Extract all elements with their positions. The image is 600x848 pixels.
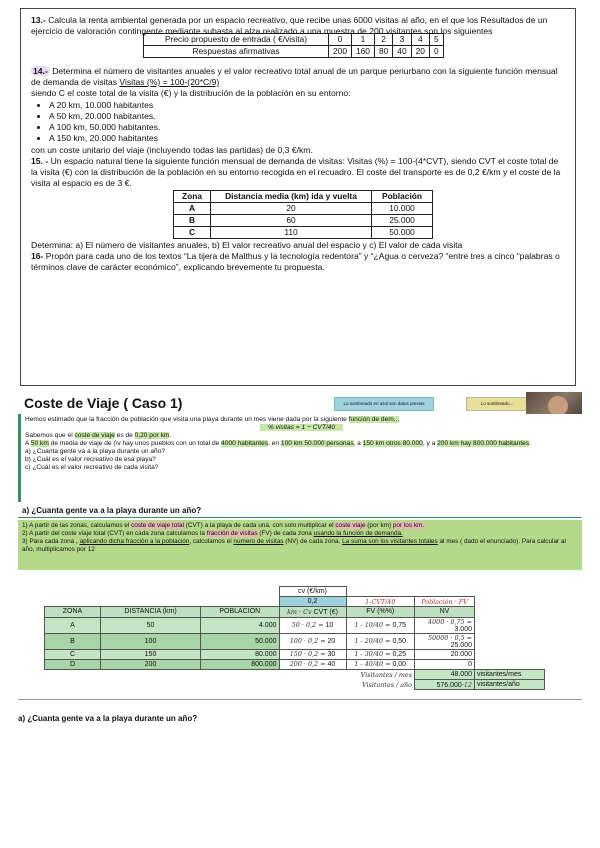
q15-header: Distancia media (km) ida y vuelta <box>211 191 372 203</box>
step-1 <box>22 522 578 530</box>
question-14 <box>31 66 565 88</box>
highlight: 0,20 por km <box>134 432 170 439</box>
cvt-hand: 200 · 0,2 = <box>289 660 326 669</box>
total-month-unit: visitantes/mes <box>475 669 545 679</box>
cost-line <box>25 432 578 440</box>
fv-hand: 1 - 40/40 = <box>354 660 391 669</box>
highlight: 4000 habitantes <box>221 440 269 447</box>
q13-row1-label: Precio propuesto de entrada ( €/visita) <box>144 34 329 46</box>
step-2 <box>22 530 578 538</box>
col-header-zona: ZONA <box>45 607 101 617</box>
list-item: • A 20 km, 10.000 habitantes <box>49 100 565 111</box>
text: al mes ( dado el enunciado). Para calcular al año, multiplicamos por 12 <box>22 538 566 553</box>
text: (por km) <box>365 522 393 529</box>
hand-cvt-prefix: km · Cv <box>287 607 312 616</box>
section-a-heading: a) ¿Cuanta gente va a la playa durante un año? <box>18 504 582 518</box>
highlight: fracción de visitas <box>206 530 258 537</box>
text: , a <box>353 440 363 447</box>
presenter-face-icon <box>548 396 568 416</box>
text: es de <box>114 432 135 439</box>
q15-cell: 20 <box>211 203 372 215</box>
question-a: a) ¿Cuanta gente va a la playa durante un año? <box>25 448 166 455</box>
question-14-line2: siendo C el coste total de la visita (€) y la distribución de la población en su entorno: <box>31 88 351 98</box>
cvt-value: 10 <box>325 622 334 630</box>
legend-tag-blue: Lo sombreado en azul son datos previos <box>334 397 434 411</box>
q13-price-cell: 4 <box>411 34 429 46</box>
cvt-cell <box>279 633 346 649</box>
fv-value: 0,00 <box>392 661 407 669</box>
total-year-row <box>45 680 545 690</box>
highlight: coste de viaje total <box>131 522 184 529</box>
fv-value: 0,75 <box>392 622 407 630</box>
question-15-number: 15. - <box>31 156 49 166</box>
total-month-hand: Visitantes / mes <box>360 670 412 679</box>
total-year-cell <box>415 680 475 690</box>
cv-label: cv (€/km) <box>279 587 346 597</box>
text: 2) A partir del coste viaje total (CVT) en cada zona calculamos la <box>22 530 207 537</box>
nv-value: 0 <box>468 660 472 668</box>
hand-nv-header: Población · FV <box>415 597 475 607</box>
col-header-fv: FV (%%) <box>346 607 415 617</box>
highlight: 150 km otros 80.000 <box>362 440 423 447</box>
q15-cell: A <box>174 203 211 215</box>
underline: numero de visitas <box>233 538 284 545</box>
cvt-cell <box>279 659 346 669</box>
col-header-poblacion: POBLACION <box>201 607 280 617</box>
pob-cell: 800.000 <box>201 659 280 669</box>
question-15-text: Un espacio natural tiene la siguiente función mensual de demanda de visitas: Visitas (%) = 100-(4*CVT), siendo CVT el coste total de la visita (€) con la distribución de la población en su entorno recogida en el recuadro. El coste del transporte es de 0,2 €/km y el coste de la visita al espacio es de 3 €. <box>31 156 561 188</box>
exercise-sheet <box>20 8 576 386</box>
q13-price-cell: 2 <box>374 34 392 46</box>
cvt-header-text: CVT (€) <box>313 608 338 616</box>
q15-cell: 10.000 <box>372 203 433 215</box>
highlight: 200 km hay 800.000 habitantes <box>437 440 530 447</box>
question-b: b) ¿Cuál es el valor recreativo de esa playa? <box>25 456 156 463</box>
cvt-value: 30 <box>327 651 336 659</box>
question-13-number: 13.- <box>31 15 46 25</box>
slide-coste-viaje <box>18 392 582 700</box>
q15-cell: B <box>174 215 211 227</box>
text: . <box>169 432 172 439</box>
step-3 <box>22 538 578 554</box>
text: Sabemos que el <box>25 432 75 439</box>
zona-cell: A <box>45 617 101 633</box>
nv-cell <box>415 633 475 649</box>
q15-cell: C <box>174 227 211 239</box>
cvt-value: 40 <box>327 661 336 669</box>
total-month-row <box>45 669 545 679</box>
nv-value: 20.000 <box>450 650 472 658</box>
population-list <box>49 100 565 144</box>
fv-cell <box>346 659 415 669</box>
nv-hand: 4000 · 0,75 = <box>428 617 472 626</box>
question-14-text: Determina el número de visitantes anuales y el valor recreativo total anual de un parque periurbano con la siguiente función mensual de demanda de visitas <box>31 66 558 87</box>
nv-value: 3.000 <box>454 625 472 633</box>
q13-answer-cell: 200 <box>329 46 352 58</box>
col-header-distancia: DISTANCIA (km) <box>101 607 201 617</box>
q15-cell: 25.000 <box>372 215 433 227</box>
q13-row2-label: Respuestas afirmativas <box>144 46 329 58</box>
dist-cell: 100 <box>101 633 201 649</box>
slide-title: Coste de Viaje ( Caso 1) <box>24 395 183 411</box>
total-month: 48.000 <box>415 669 475 679</box>
solution-steps <box>18 520 582 570</box>
intro-text: Hemos estimado que la fracción de población que visita una playa durante un mes viene dada por la siguiente <box>25 416 349 423</box>
zona-cell: B <box>45 633 101 649</box>
formula-text: % visitas = 1 − CVT/40 <box>260 424 343 431</box>
table-row <box>45 633 545 649</box>
bottom-question: a) ¿Cuanta gente va a la playa durante un año? <box>18 714 198 723</box>
question-c: c) ¿Cuál es el valor recreativo de cada visita? <box>25 464 159 471</box>
fv-value: 0,50 <box>392 638 407 646</box>
pob-cell: 80.000 <box>201 649 280 659</box>
cvt-hand: 150 · 0,2 = <box>289 650 326 659</box>
calculation-table <box>44 586 545 690</box>
fv-cell <box>346 649 415 659</box>
q15-cell: 110 <box>211 227 372 239</box>
question-13-text: Calcula la renta ambiental generada por un espacio recreativo, que recibe unas 6000 visitas al año, en el que los Resultados de un ejercicio de valoración contingente mediante subasta al alza realizado a una muestra de 200 visitantes son los siguientes <box>31 15 548 36</box>
table-row <box>45 617 545 633</box>
total-year: 576.000 <box>436 681 462 689</box>
highlight: 50 km <box>30 440 49 447</box>
text: 1) A partir de las zonas, calculamos el <box>22 522 132 529</box>
fv-cell <box>346 617 415 633</box>
q15-cell: 60 <box>211 215 372 227</box>
list-item: • A 150 km, 20.000 habitantes <box>49 133 565 144</box>
highlight: por los km. <box>392 522 425 529</box>
question-15 <box>31 156 565 189</box>
q15-zone-table <box>173 190 433 239</box>
population-line <box>25 440 578 448</box>
text: , calculamos el <box>189 538 234 545</box>
question-16-number: 16- <box>31 251 44 261</box>
dist-cell: 200 <box>101 659 201 669</box>
text: , en <box>268 440 281 447</box>
cvt-cell <box>279 649 346 659</box>
question-15-closing: Determina: a) El número de visitantes anuales, b) El valor recreativo anual del espacio y c) El valor de cada visita <box>31 240 463 250</box>
col-header-nv: NV <box>415 607 475 617</box>
underline: La suma son los visitantes totales <box>342 538 438 545</box>
cv-value: 0,2 <box>279 597 346 607</box>
q13-answer-cell: 160 <box>351 46 374 58</box>
text: (FV) de cada zona <box>257 530 314 537</box>
zona-cell: D <box>45 659 101 669</box>
fv-value: 0,25 <box>392 651 407 659</box>
question-16 <box>31 251 565 273</box>
question-16-text: Propón para cada uno de los textos “La tijera de Malthus y la tecnología redentora” y “¿Agua o cerveza? “entre tres a cinco “palabras o términos clave de carácter económico”, explicando brevemente tu propuesta. <box>31 251 560 272</box>
highlight: coste viaje <box>335 522 366 529</box>
cvt-cell <box>279 617 346 633</box>
q13-price-cell: 3 <box>393 34 411 46</box>
text: (CVT) a la playa de cada una, con solo multiplicar el <box>184 522 336 529</box>
q15-cell: 50.000 <box>372 227 433 239</box>
cvt-hand: 100 · 0,2 = <box>289 637 326 646</box>
q13-price-cell: 5 <box>429 34 443 46</box>
demand-formula <box>25 424 578 432</box>
nv-cell <box>415 659 475 669</box>
q15-header: Población <box>372 191 433 203</box>
q13-answer-cell: 0 <box>429 46 443 58</box>
pob-cell: 4.000 <box>201 617 280 633</box>
total-year-mult: ·12 <box>461 680 472 689</box>
q13-price-cell: 1 <box>351 34 374 46</box>
cvt-value: 20 <box>327 638 336 646</box>
fv-hand: 1 - 20/40 = <box>354 637 391 646</box>
text: A <box>25 440 31 447</box>
text: (NV) de cada zona. <box>283 538 343 545</box>
fv-hand: 1 - 30/40 = <box>354 650 391 659</box>
fv-hand: 1 - 10/40 = <box>354 621 391 630</box>
fv-cell <box>346 633 415 649</box>
text: 3) Para cada zona , <box>22 538 80 545</box>
table-row <box>45 659 545 669</box>
cvt-hand: 50 · 0,2 = <box>291 621 324 630</box>
underline: usando la función de demanda. <box>313 530 403 537</box>
q13-price-cell: 0 <box>329 34 352 46</box>
q15-header: Zona <box>174 191 211 203</box>
list-item: • A 50 km, 20.000 habitantes. <box>49 111 565 122</box>
q13-answer-cell: 20 <box>411 46 429 58</box>
legend-tag-yellow: Lo sombreado... <box>466 397 528 411</box>
question-14-formula: Visitas (%) = 100-(20*C/9) <box>119 77 220 87</box>
highlight: coste de viaje <box>74 432 115 439</box>
text: . <box>529 440 531 447</box>
total-year-hand: Visitantes / año <box>362 680 412 689</box>
text: , y a <box>422 440 438 447</box>
col-header-cvt <box>279 607 346 617</box>
nv-cell <box>415 617 475 633</box>
nv-cell <box>415 649 475 659</box>
zona-cell: C <box>45 649 101 659</box>
total-year-unit: visitantes/año <box>475 680 545 690</box>
underline: aplicando dicha fracción a la población <box>79 538 190 545</box>
hand-fv-header: 1-CVT/40 <box>346 597 415 607</box>
pob-cell: 50.000 <box>201 633 280 649</box>
intro-line <box>25 416 578 424</box>
problem-statement <box>18 414 582 502</box>
dist-cell: 150 <box>101 649 201 659</box>
list-item: • A 100 km, 50.000 habitantes. <box>49 122 565 133</box>
text: de media de viaje de (\v hay unos pueblos con un total de <box>48 440 222 447</box>
dist-cell: 50 <box>101 617 201 633</box>
table-row <box>45 649 545 659</box>
intro-highlight: función de dem... <box>348 416 400 423</box>
nv-value: 25.000 <box>450 641 472 649</box>
q13-answer-cell: 80 <box>374 46 392 58</box>
question-14-line3: con un coste unitario del viaje (incluyendo todas las partidas) de 0,3 €/km. <box>31 145 313 155</box>
highlight: 100 km 50.000 personas <box>280 440 354 447</box>
q13-answer-cell: 40 <box>393 46 411 58</box>
question-14-number: 14.- <box>33 66 48 76</box>
nv-hand: 50000 · 0,5 = <box>428 633 472 642</box>
